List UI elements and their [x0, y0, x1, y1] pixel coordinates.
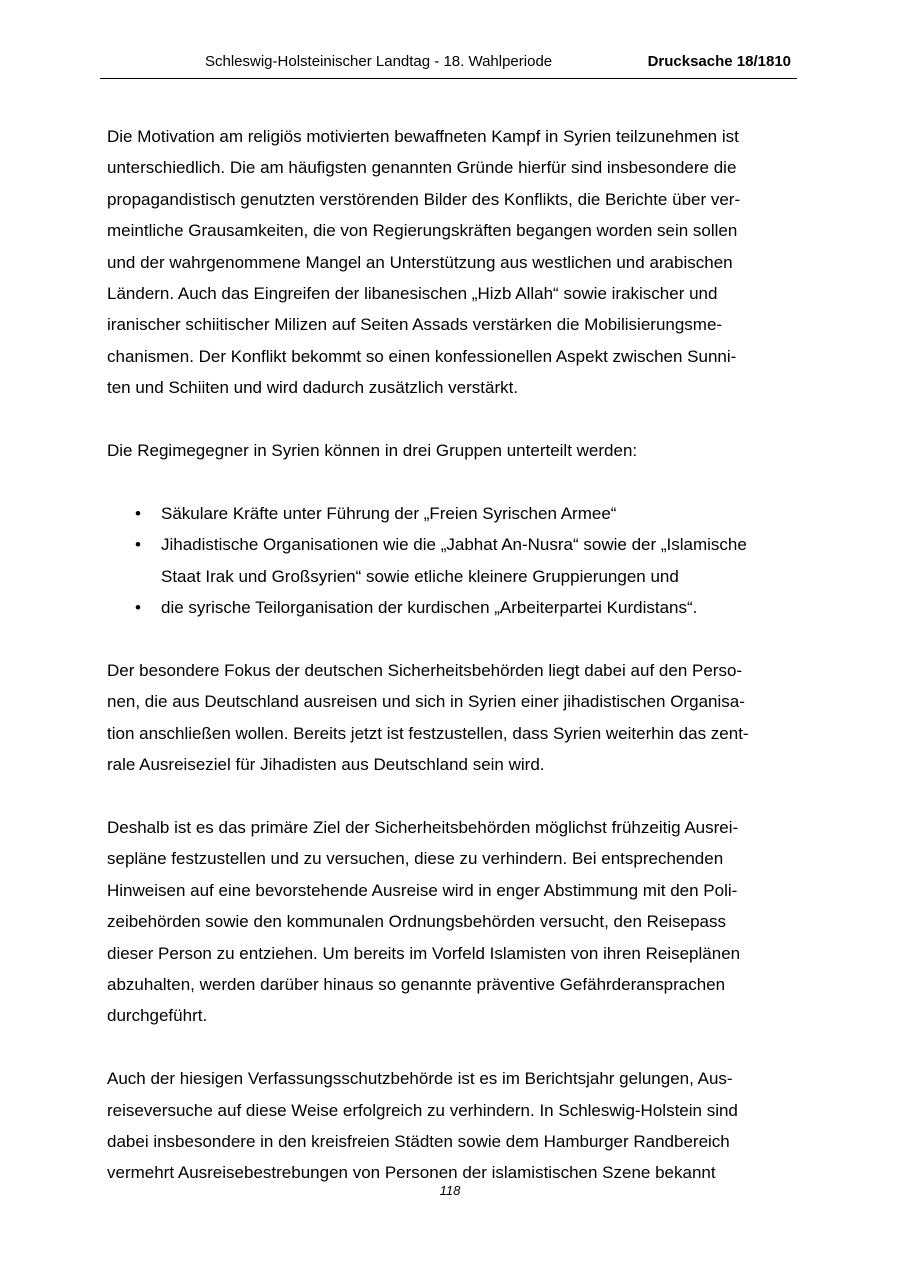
text-line: Säkulare Kräfte unter Führung der „Freien Syrischen Armee“	[161, 503, 617, 523]
paragraph-regime-opponents	[107, 435, 797, 466]
text-line: und der wahrgenommene Mangel an Unterstützung aus westlichen und arabischen	[107, 252, 733, 272]
text-line: Hinweisen auf eine bevorstehende Ausreise wird in enger Abstimmung mit den Poli-	[107, 880, 738, 900]
list-item	[107, 498, 797, 529]
text-line: durchgeführt.	[107, 1006, 208, 1026]
text-line: Die Regimegegner in Syrien können in drei Gruppen unterteilt werden:	[107, 441, 638, 461]
text-line: rale Ausreiseziel für Jihadisten aus Deutschland sein wird.	[107, 755, 545, 775]
page-number: 118	[439, 1183, 461, 1198]
bullet-icon: •	[135, 503, 141, 523]
list-item	[107, 529, 797, 592]
list-item	[107, 592, 797, 623]
text-line: reiseversuche auf diese Weise erfolgreich zu verhindern. In Schleswig-Holstein sind	[107, 1100, 738, 1120]
text-line: dabei insbesondere in den kreisfreien Städten sowie dem Hamburger Randbereich	[107, 1131, 730, 1151]
text-line: Staat Irak und Großsyrien“ sowie etliche kleinere Gruppierungen und	[161, 566, 679, 586]
paragraph-primary-goal	[107, 812, 797, 1032]
paragraph-motivation	[107, 121, 797, 404]
text-line: Der besondere Fokus der deutschen Sicherheitsbehörden liegt dabei auf den Perso-	[107, 660, 743, 680]
text-line: iranischer schiitischer Milizen auf Seiten Assads verstärken die Mobilisierungsme-	[107, 315, 723, 335]
text-line: ten und Schiiten und wird dadurch zusätzlich verstärkt.	[107, 378, 519, 398]
bullet-icon: •	[135, 535, 141, 555]
text-line: vermehrt Ausreisebestrebungen von Personen der islamistischen Szene bekannt	[107, 1163, 716, 1183]
paragraph-focus	[107, 655, 797, 781]
text-line: zeibehörden sowie den kommunalen Ordnungsbehörden versucht, den Reisepass	[107, 912, 726, 932]
text-line: unterschiedlich. Die am häufigsten genannten Gründe hierfür sind insbesondere die	[107, 158, 737, 178]
text-line: abzuhalten, werden darüber hinaus so genannte präventive Gefährderansprachen	[107, 974, 726, 994]
text-line: die syrische Teilorganisation der kurdischen „Arbeiterpartei Kurdistans“.	[161, 598, 698, 618]
page-header	[100, 52, 797, 79]
text-line: nen, die aus Deutschland ausreisen und sich in Syrien einer jihadistischen Organisa-	[107, 692, 745, 712]
header-title: Schleswig-Holsteinischer Landtag - 18. Wahlperiode	[205, 53, 553, 70]
text-line: Die Motivation am religiös motivierten bewaffneten Kampf in Syrien teilzunehmen ist	[107, 127, 739, 146]
text-line: Jihadistische Organisationen wie die „Jabhat An-Nusra“ sowie der „Islamische	[161, 535, 747, 555]
document-body	[107, 121, 797, 1220]
text-line: Ländern. Auch das Eingreifen der libanesischen „Hizb Allah“ sowie irakischer und	[107, 284, 718, 304]
header-drucksache-number: Drucksache 18/1810	[647, 53, 791, 70]
text-line: Deshalb ist es das primäre Ziel der Sicherheitsbehörden möglichst frühzeitig Ausrei-	[107, 817, 739, 837]
text-line: Auch der hiesigen Verfassungsschutzbehörde ist es im Berichtsjahr gelungen, Aus-	[107, 1069, 733, 1089]
text-line: dieser Person zu entziehen. Um bereits im Vorfeld Islamisten von ihren Reiseplänen	[107, 943, 741, 963]
text-line: sepläne festzustellen und zu versuchen, diese zu verhindern. Bei entsprechenden	[107, 849, 724, 869]
text-line: meintliche Grausamkeiten, die von Regierungskräften begangen worden sein sollen	[107, 221, 738, 241]
bullet-list	[107, 498, 797, 624]
bullet-icon: •	[135, 598, 141, 618]
paragraph-local-authority	[107, 1063, 797, 1189]
text-line: propagandistisch genutzten verstörenden Bilder des Konflikts, die Berichte über ver-	[107, 189, 741, 209]
text-line: tion anschließen wollen. Bereits jetzt ist festzustellen, dass Syrien weiterhin das zent-	[107, 723, 749, 743]
text-line: chanismen. Der Konflikt bekommt so einen konfessionellen Aspekt zwischen Sunni-	[107, 346, 737, 366]
